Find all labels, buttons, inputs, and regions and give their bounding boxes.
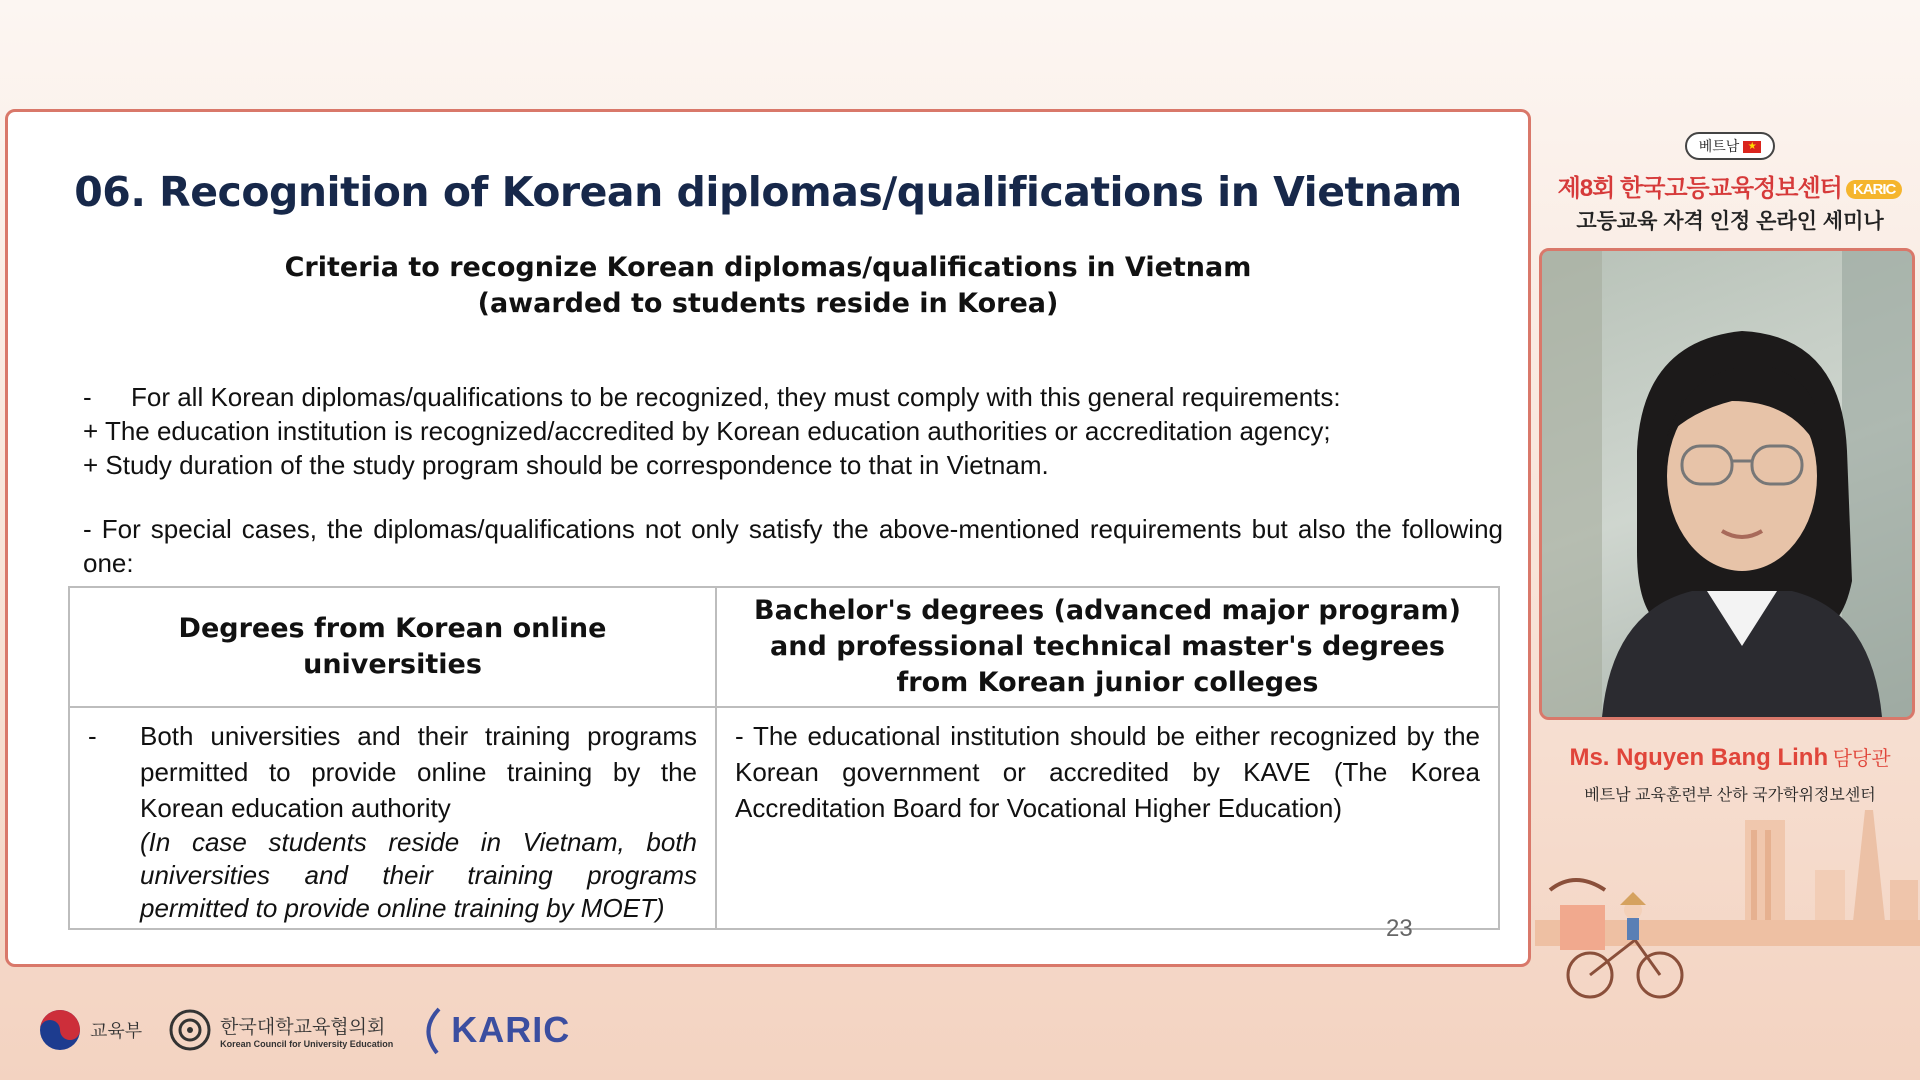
cell-1-text — [140, 718, 697, 923]
criteria-table — [68, 586, 1500, 930]
karic-label: KARIC — [451, 1009, 571, 1050]
speaker-video — [1539, 248, 1915, 720]
speaker-organization: 베트남 교육훈련부 산하 국가학위정보센터 — [1584, 787, 1876, 804]
presentation-slide — [5, 109, 1531, 967]
country-badge — [1685, 132, 1776, 160]
moe-label: 교육부 — [90, 1021, 143, 1041]
kcue-text — [220, 1012, 393, 1049]
general-requirement-1: + The education institution is recognized/accredited by Korean education authorities or accreditation agency; — [83, 416, 1331, 446]
slide-subtitle — [8, 250, 1528, 322]
speaker-avatar-icon — [1542, 251, 1912, 717]
kcue-label-en: Korean Council for University Education — [220, 1038, 394, 1049]
karic-swoosh-icon — [419, 1005, 443, 1055]
table-column-online-universities — [70, 588, 717, 928]
karic-logo — [419, 1005, 570, 1055]
general-intro: For all Korean diplomas/qualifications to be recognized, they must comply with this general requirements: — [131, 382, 1341, 412]
cell-dash: - — [88, 721, 97, 751]
table-header-1: Degrees from Korean online universities — [70, 588, 715, 708]
table-cell-1 — [70, 710, 715, 928]
speaker-title-line — [1545, 742, 1915, 772]
table-header-2: Bachelor's degrees (advanced major program) and professional technical master's degrees from Korean junior colleges — [717, 588, 1498, 708]
cell-1-body: Both universities and their training programs permitted to provide online training by the Korean education authority — [140, 721, 697, 823]
city-bicycle-illustration-icon — [1535, 810, 1920, 1010]
page-number: 23 — [1386, 915, 1413, 942]
general-requirement-2: + Study duration of the study program should be correspondence to that in Vietnam. — [83, 450, 1049, 480]
speaker-role: 담당관 — [1832, 748, 1891, 770]
general-requirements — [83, 380, 1503, 482]
subtitle-line-1: Criteria to recognize Korean diplomas/qualifications in Vietnam — [284, 252, 1252, 283]
cell-1-note: (In case students reside in Vietnam, both universities and their training programs permitted to provide online training by MOET) — [140, 827, 697, 923]
seminar-title-text: 제8회 한국고등교육정보센터 — [1557, 175, 1842, 202]
special-cases-intro: - For special cases, the diplomas/qualifications not only satisfy the above-mentioned requirements but also the following one: — [83, 514, 1503, 578]
slide-title: 06. Recognition of Korean diplomas/qualifications in Vietnam — [74, 168, 1462, 216]
speaker-name: Ms. Nguyen Bang Linh — [1569, 744, 1829, 771]
bullet-dash: - — [83, 382, 92, 412]
table-cell-2: - The educational institution should be either recognized by the Korean government or accredited by KAVE (The Korea Accreditation Board for Vocational Higher Education) — [735, 721, 1480, 823]
kcue-emblem-icon — [168, 1008, 212, 1052]
table-column-junior-colleges — [717, 588, 1498, 928]
korea-taegeuk-icon — [38, 1008, 82, 1052]
general-intro-line — [83, 380, 1503, 414]
moe-logo — [38, 1008, 142, 1052]
vietnam-flag-icon: ★ — [1743, 141, 1761, 153]
seminar-title-line-2: 고등교육 자격 인정 온라인 세미나 — [1576, 210, 1884, 233]
karic-badge: KARIC — [1846, 180, 1903, 199]
footer-logos — [38, 1000, 570, 1060]
kcue-logo — [168, 1008, 393, 1052]
subtitle-line-2: (awarded to students reside in Korea) — [477, 288, 1059, 319]
kcue-label-ko: 한국대학교육협의회 — [220, 1016, 386, 1038]
country-badge-label: 베트남 — [1698, 138, 1740, 154]
seminar-title-line-1 — [1545, 168, 1915, 203]
seminar-header — [1545, 132, 1915, 235]
speaker-caption — [1545, 742, 1915, 805]
